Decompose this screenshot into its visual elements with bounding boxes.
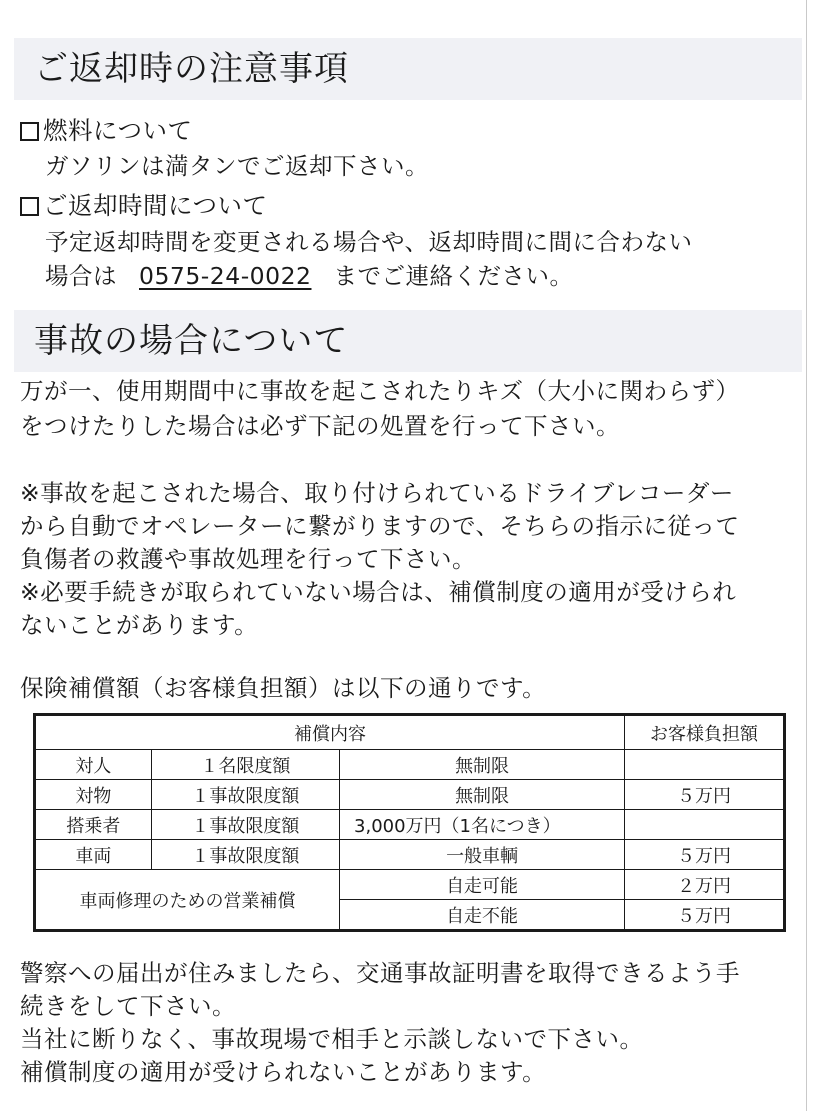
accident-p2-line3: 負傷者の救護や事故処理を行って下さい。 bbox=[20, 545, 476, 573]
return-time-text-1: 予定返却時間を変更される場合や、返却時間に間に合わない bbox=[45, 228, 693, 256]
table-row bbox=[35, 870, 785, 900]
table-row bbox=[35, 750, 785, 780]
row-coverage: 無制限 bbox=[340, 780, 625, 810]
row-burden bbox=[625, 810, 785, 840]
row-coverage: 一般車輌 bbox=[340, 840, 625, 870]
phone-number: 0575-24-0022 bbox=[139, 262, 312, 290]
table-row bbox=[35, 840, 785, 870]
footer-line4: 補償制度の適用が受けられないことがあります。 bbox=[20, 1058, 547, 1086]
accident-p2-line1: ※事故を起こされた場合、取り付けられているドライブレコーダー bbox=[20, 479, 734, 507]
section-return-header bbox=[14, 38, 802, 100]
header-burden: お客様負担額 bbox=[625, 715, 785, 750]
row-coverage: 無制限 bbox=[340, 750, 625, 780]
checkbox-icon bbox=[20, 122, 39, 141]
fuel-heading: 燃料について bbox=[20, 115, 193, 147]
row-burden: ２万円 bbox=[625, 870, 785, 900]
compensation-table bbox=[33, 713, 786, 932]
footer-line1: 警察への届出が住みましたら、交通事故証明書を取得できるよう手 bbox=[20, 959, 740, 987]
accident-p3-line2: ないことがあります。 bbox=[20, 611, 259, 639]
accident-p3-line1: ※必要手続きが取られていない場合は、補償制度の適用が受けられ bbox=[20, 578, 737, 606]
table-header-row bbox=[35, 715, 785, 750]
row-limit: １事故限度額 bbox=[151, 810, 339, 840]
header-content: 補償内容 bbox=[35, 715, 625, 750]
row-coverage: 自走不能 bbox=[340, 900, 625, 931]
return-time-text-2: 場合は 0575-24-0022 までご連絡ください。 bbox=[45, 262, 574, 290]
row-coverage: 自走可能 bbox=[340, 870, 625, 900]
row-burden: ５万円 bbox=[625, 780, 785, 810]
footer-line2: 続きをして下さい。 bbox=[20, 992, 236, 1020]
accident-p2-line2: から自動でオペレーターに繋がりますので、そちらの指示に従って bbox=[20, 512, 740, 540]
row-burden: ５万円 bbox=[625, 900, 785, 931]
footer-line3: 当社に断りなく、事故現場で相手と示談しないで下さい。 bbox=[20, 1025, 644, 1053]
row-burden bbox=[625, 750, 785, 780]
row-category: 対物 bbox=[35, 780, 152, 810]
table-intro: 保険補償額（お客様負担額）は以下の通りです。 bbox=[20, 674, 547, 702]
section-accident-title: 事故の場合について bbox=[34, 321, 349, 361]
row-category: 対人 bbox=[35, 750, 152, 780]
fuel-text: ガソリンは満タンでご返却下さい。 bbox=[45, 152, 429, 180]
return-time-heading: ご返却時間について bbox=[20, 190, 268, 222]
section-return-title: ご返却時の注意事項 bbox=[34, 49, 349, 89]
checkbox-icon bbox=[20, 197, 39, 216]
section-accident-header bbox=[14, 310, 802, 372]
row-coverage: 3,000万円（1名につき） bbox=[340, 810, 625, 840]
accident-p1-line1: 万が一、使用期間中に事故を起こされたりキズ（大小に関わらず） bbox=[20, 377, 740, 405]
row-burden: ５万円 bbox=[625, 840, 785, 870]
accident-p1-line2: をつけたりした場合は必ず下記の処置を行って下さい。 bbox=[20, 412, 620, 440]
row-limit: １事故限度額 bbox=[151, 840, 339, 870]
table-row bbox=[35, 810, 785, 840]
row-category: 搭乗者 bbox=[35, 810, 152, 840]
table-row bbox=[35, 780, 785, 810]
business-compensation-label: 車両修理のための営業補償 bbox=[35, 870, 340, 931]
row-limit: １事故限度額 bbox=[151, 780, 339, 810]
row-category: 車両 bbox=[35, 840, 152, 870]
page-edge-rule bbox=[806, 0, 807, 1111]
row-limit: １名限度額 bbox=[151, 750, 339, 780]
